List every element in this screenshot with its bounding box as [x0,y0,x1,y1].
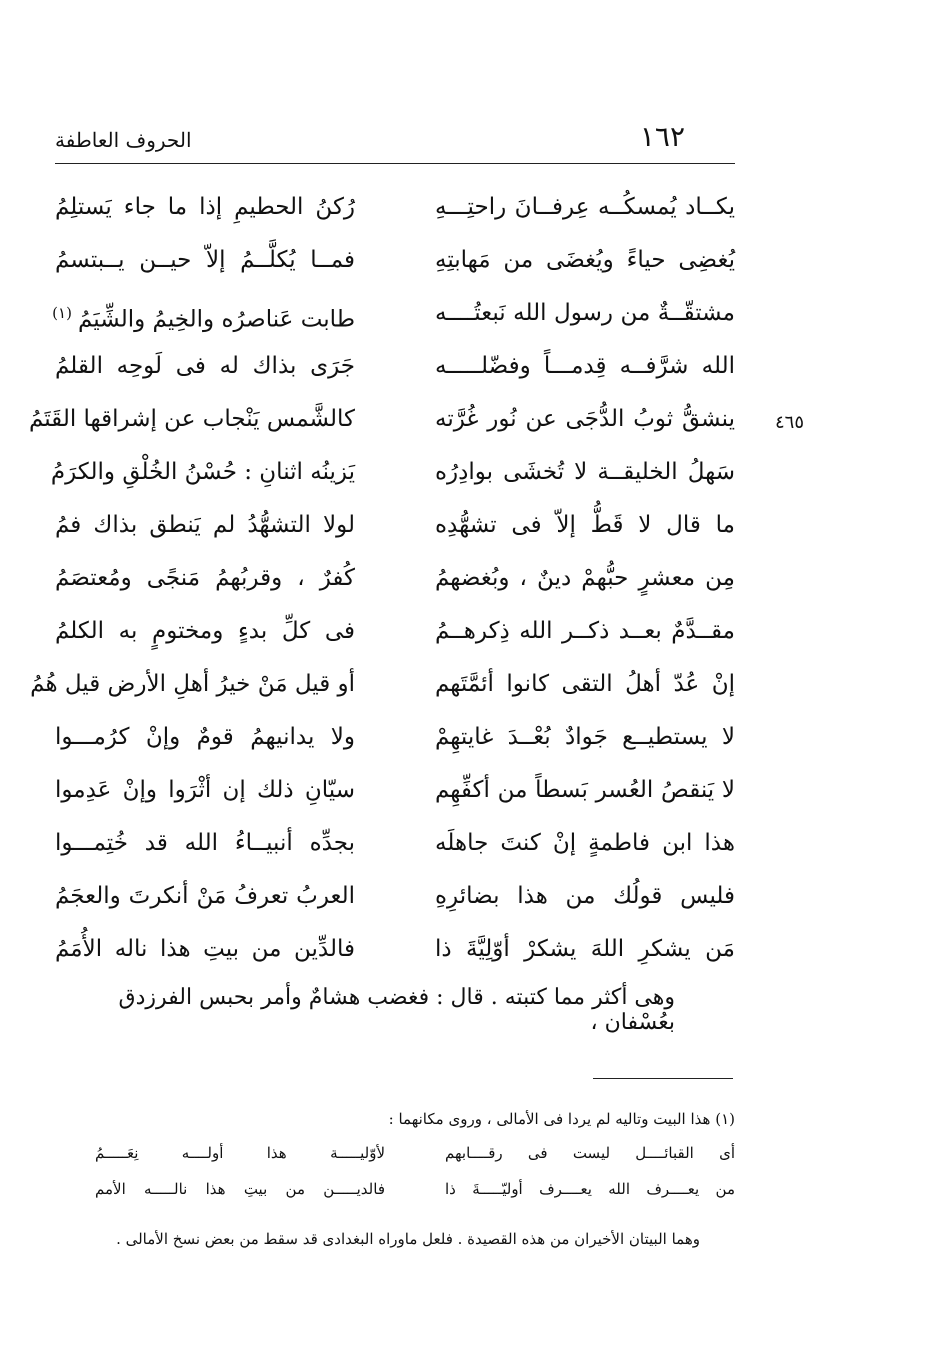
verse-first-hemistich: فليس قولُك من هذا بضائرِهِ [435,883,735,909]
footnote-intro: (١) هذا البيت وتاليه لم يردا فى الأمالى ، وروى مكانهما : [388,1110,735,1128]
footnote-verse-second: لأوّليـــــة هذا أولــــه نِعَـــــمُ [95,1144,385,1162]
verse [55,556,735,609]
footnote-rule [593,1078,733,1079]
verse-second-hemistich: لولا التشهُّدُ لم يَنطق بذاك فمُ [55,512,355,538]
verse-first-hemistich: ما قال لا قَطُّ إلاّ فى تشهُّدِه [435,512,735,538]
verse [55,238,735,291]
verse-second-hemistich: ولا يدانيهمُ قومٌ وإنْ كرُمـــوا [55,724,355,750]
verse-second-hemistich: أو قيل مَنْ خيرُ أهلِ الأرض قيل هُمُ [30,671,355,697]
verse-second-hemistich: كُفرٌ ، وقربُهمُ مَنجًى ومُعتصَمُ [55,565,355,591]
verse-first-hemistich: يُغضِى حياءً ويُغضَى من مَهابتِهِ [435,247,735,273]
footnote-verse-second: فالديـــــن من بيتِ هذا نالـــــه الأمم [95,1180,385,1198]
page-number: ١٦٢ [639,120,685,153]
verse-first-hemistich: الله شرَّفــه قِدمـــاً وفضّلـــــه [435,353,735,379]
verse-second-hemistich: فالدِّين من بيتِ هذا ناله الأُمَمُ [55,936,355,962]
footnote-marker: (١) [52,304,72,322]
verse [55,768,735,821]
verse-second-hemistich: العربُ تعرفُ مَنْ أنكرتَ والعجَمُ [55,883,355,909]
footnote-verses [60,1144,735,1216]
verse [55,821,735,874]
verse [52,291,735,344]
footnotes [60,1110,735,1248]
verse-first-hemistich: لا يستطيــع جَوادٌ بُعْــدَ غايتهِمْ [435,724,735,750]
footnote-verse-first: أى القبائــــل ليست فى رقــــابهم [445,1144,735,1162]
footnote-verse-first: من يعــــرف الله يعــــرف أوليّـــــةَ ذا [445,1180,735,1198]
verse-second-hemistich: فى كلِّ بدءٍ ومختومٍ به الكلمُ [55,618,355,644]
header-rule [55,163,735,164]
verse-first-hemistich: هذا ابن فاطمةٍ إنْ كنتَ جاهلَه [435,830,735,856]
verse [55,185,735,238]
verse-second-text: طابت عَناصرُه والخِيمُ والشِّيَمُ [77,306,355,333]
verse-second-hemistich [52,291,355,343]
verse [55,503,735,556]
verse-first-hemistich: إنْ عُدّ أهلُ التقى كانوا أئمَّتَهم [435,671,735,697]
verse [50,450,735,503]
verse-first-hemistich: مقــدَّمٌ بعــد ذكــر الله ذِكرهــمُ [435,618,735,644]
margin-verse-number: ٤٦٥ [775,412,805,433]
verse-first-hemistich: مَن يشكرِ اللهَ يشكرْ أوّلِيَّةَ ذا [435,936,735,962]
verse [55,874,735,927]
verse-second-hemistich: يَزينُه اثنانِ : حُسْنُ الخُلْقِ والكرَمُ [50,459,355,485]
verse-second-hemistich: رُكنُ الحطيمِ إذا ما جاء يَستلِمُ [55,194,355,220]
poem [28,185,735,980]
verse [55,927,735,980]
verse-first-hemistich: مشتقّــةٌ من رسول الله نَبعتُــــه [435,300,735,326]
prose-line: وهى أكثر مما كتبته . قال : فغضب هشامٌ وأمر بحبس الفرزدق بعُسْفان ، [118,985,675,1035]
verse [30,662,735,715]
verse-second-hemistich: كالشَّمس يَنْجاب عن إشراقها القَتَمُ [28,406,355,432]
verse-first-hemistich: سَهلُ الخليقــة لا تُخشَى بوادِرُه [435,459,735,485]
footnote-closing: وهما البيتان الأخيران من هذه القصيدة . فلعل ماوراه البغدادى قد سقط من بعض نسخ الأمالى . [116,1230,700,1248]
verse-first-hemistich: لا يَنقصُ العُسر بَسطاً من أكفِّهِم [435,777,735,803]
verse [28,397,735,450]
verse-first-hemistich: ينشقُّ ثوبُ الدُّجَى عن نُور غُرَّته [435,406,735,432]
verse-first-hemistich: يكــاد يُمسكُــه عِرفــانَ راحتِـــهِ [435,194,735,220]
running-title: الحروف العاطفة [55,128,192,152]
footnote-verse [60,1180,735,1216]
verse [55,344,735,397]
footnote-verse [60,1144,735,1180]
verse-second-hemistich: فمــا يُكلَّــمُ إلاّ حيــن يــبتسمُ [55,247,355,273]
verse [55,609,735,662]
verse-second-hemistich: جَرَى بذاك له فى لَوحِه القلمُ [55,353,355,379]
verse [55,715,735,768]
verse-second-hemistich: سيّانِ ذلك إن أثْرَوا وإنْ عَدِموا [55,777,355,803]
page-header [55,118,735,160]
verse-first-hemistich: مِن معشرٍ حبُّهمْ دينٌ ، وبُغضهمُ [435,565,735,591]
verse-second-hemistich: بجدِّه أنبيــاءُ الله قد خُتِمـــوا [55,830,355,856]
